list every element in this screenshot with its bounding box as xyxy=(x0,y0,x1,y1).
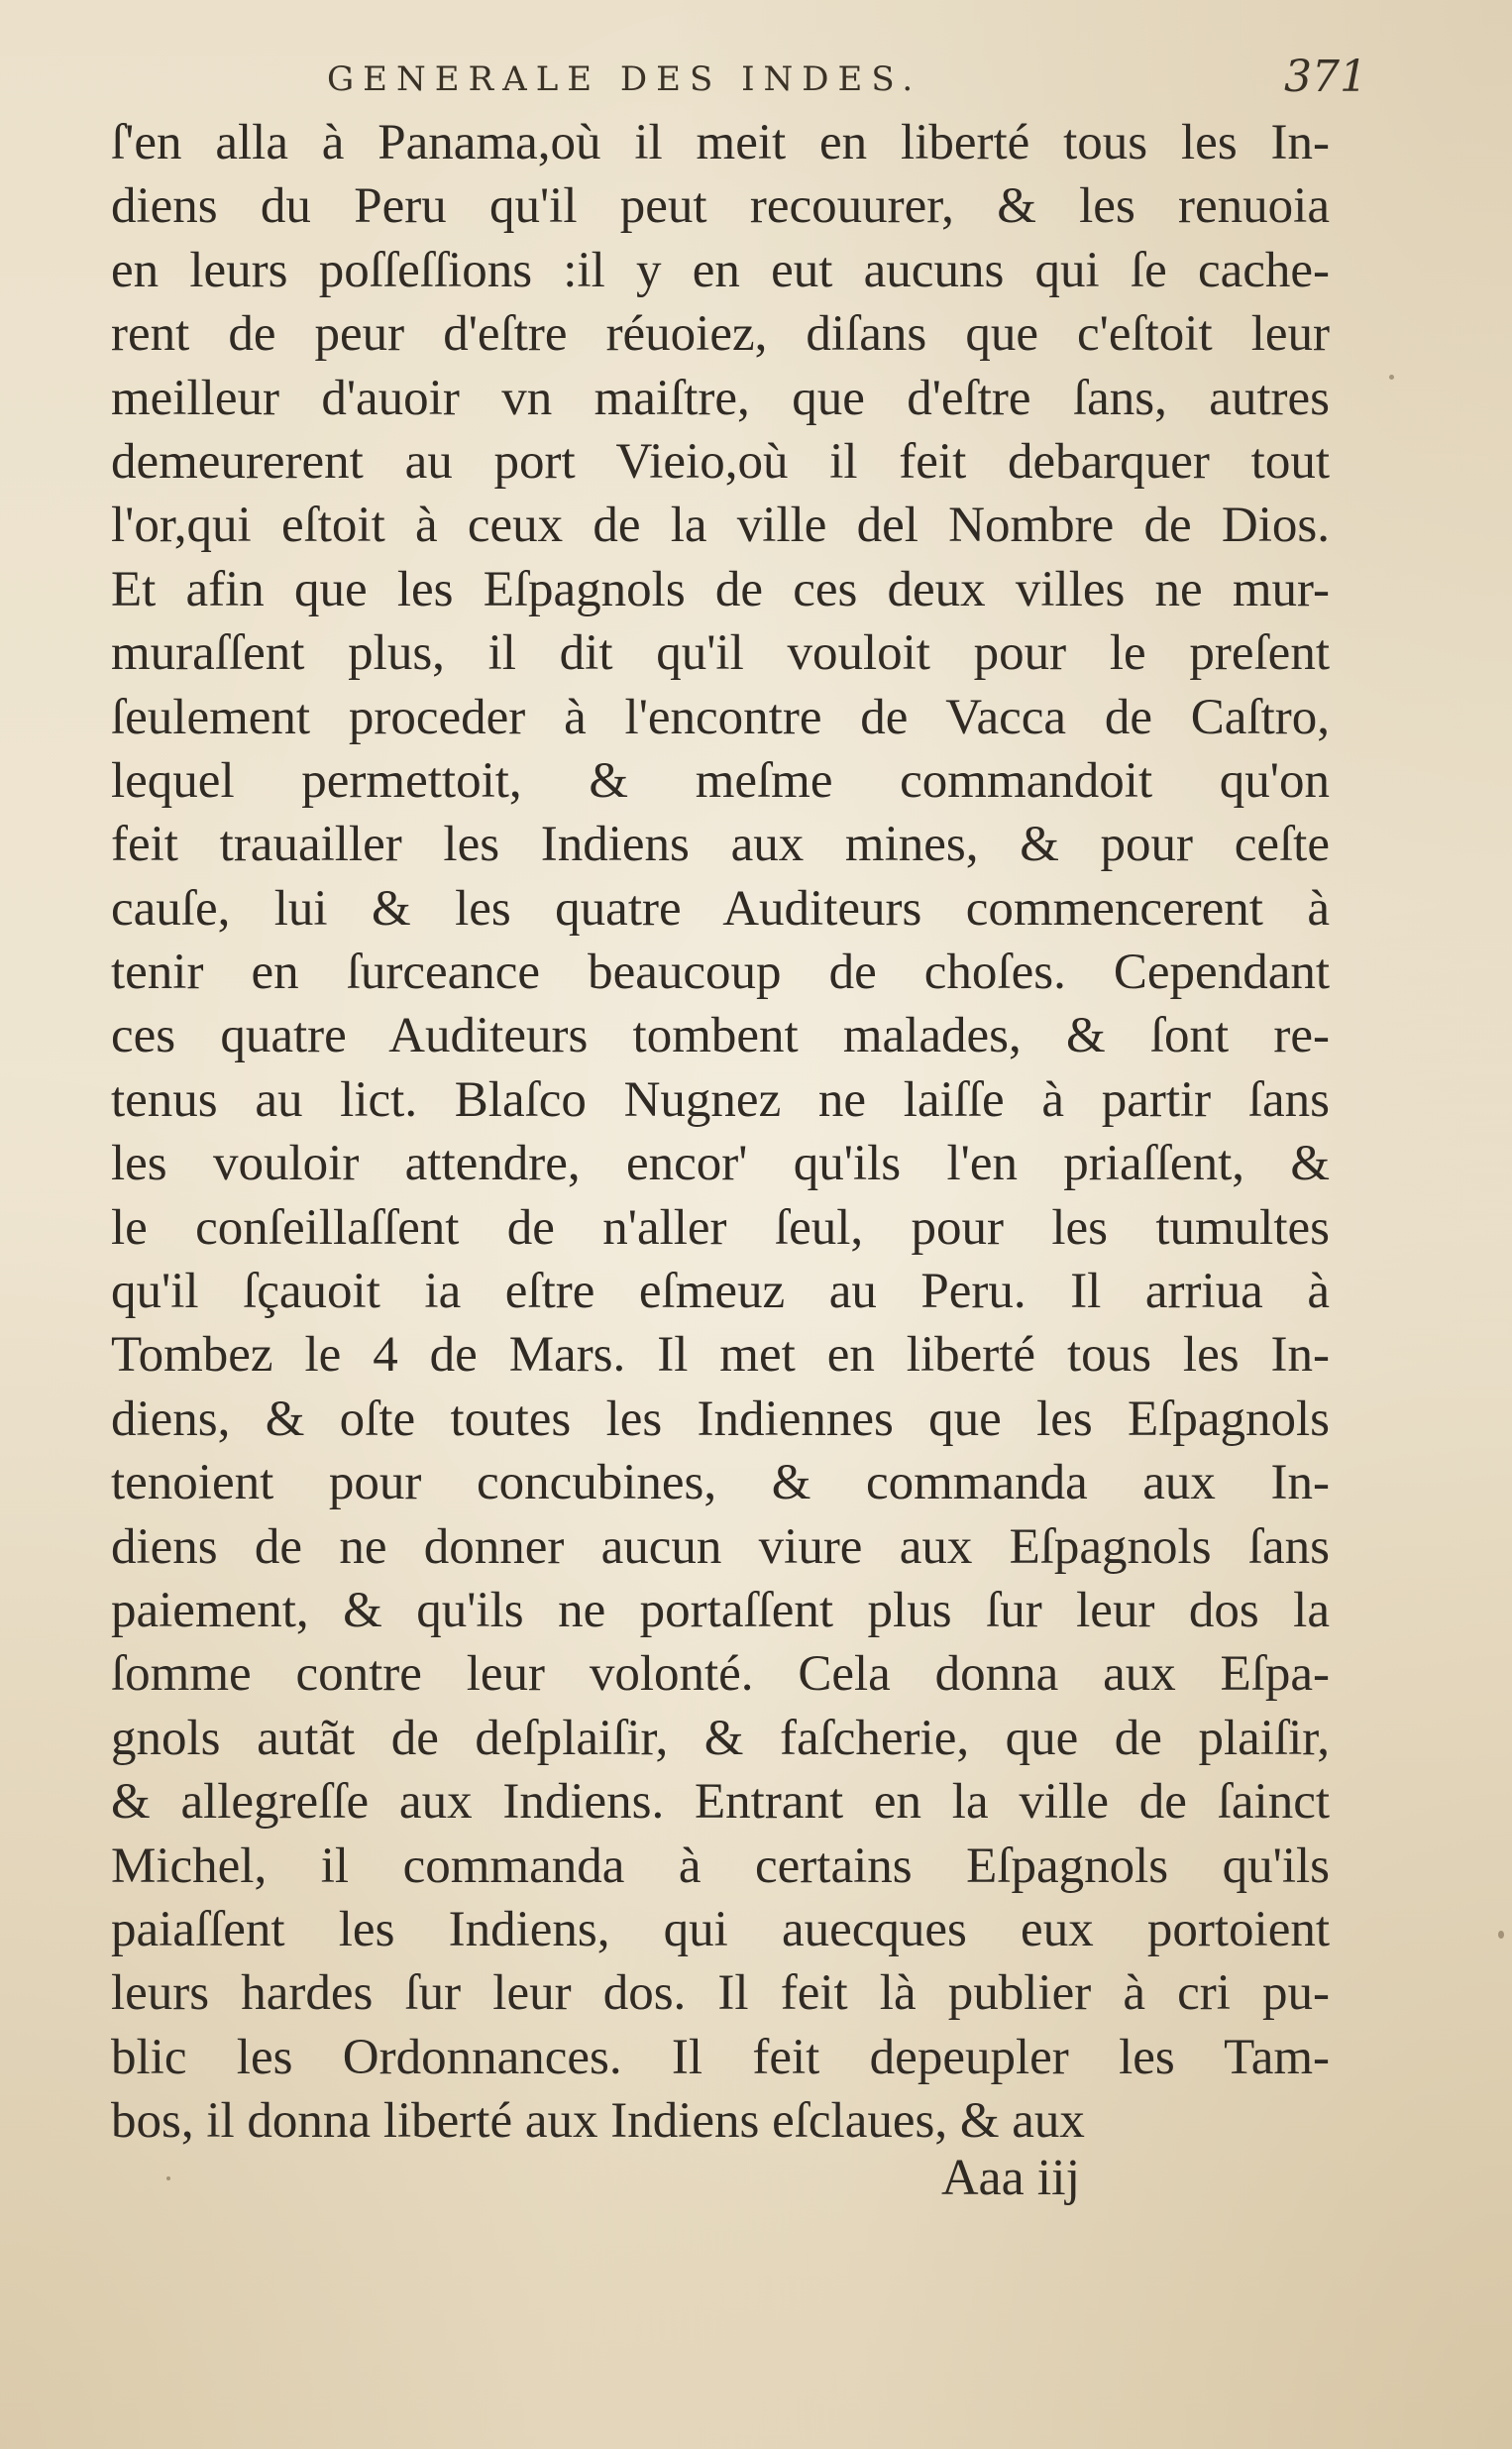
text-line: blic les Ordonnances. Il feit depeupler les Tam- xyxy=(111,2029,1330,2085)
text-line: Et afin que les Eſpagnols de ces deux villes ne mur- xyxy=(111,561,1330,617)
ink-speck xyxy=(1389,375,1394,380)
text-line: ſ'en alla à Panama,où il meit en liberté tous les In- xyxy=(111,115,1330,170)
ink-speck xyxy=(1498,1931,1504,1939)
body-text xyxy=(111,111,1330,2154)
text-line: tenir en ſurceance beaucoup de choſes. Cependant xyxy=(111,945,1330,1001)
text-line: diens de ne donner aucun viure aux Eſpagnols ſans xyxy=(111,1518,1330,1575)
text-line: paiaſſent les Indiens, qui auecques eux portoient xyxy=(111,1901,1330,1957)
page-number: 371 xyxy=(1284,52,1367,102)
running-head xyxy=(327,52,1367,111)
text-line: cauſe, lui & les quatre Auditeurs commencerent à xyxy=(111,880,1330,937)
running-title: GENERALE DES INDES. xyxy=(327,59,922,99)
text-line: qu'il ſçauoit ia eſtre eſmeuz au Peru. Il arriua à xyxy=(111,1264,1330,1320)
text-line: rent de peur d'eſtre réuoiez, diſans que c'eſtoit leur xyxy=(111,306,1330,363)
text-line: feit trauailler les Indiens aux mines, & pour ceſte xyxy=(111,817,1330,873)
text-line: & allegreſſe aux Indiens. Entrant en la ville de ſainct xyxy=(111,1774,1330,1831)
text-line: meilleur d'auoir vn maiſtre, que d'eſtre ſans, autres xyxy=(111,370,1330,426)
text-line: ces quatre Auditeurs tombent malades, & ſont re- xyxy=(111,1008,1330,1064)
text-line: paiement, & qu'ils ne portaſſent plus ſur leur dos la xyxy=(111,1582,1330,1638)
text-line: tenus au lict. Blaſco Nugnez ne laiſſe à partir ſans xyxy=(111,1071,1330,1128)
text-line: les vouloir attendre, encor' qu'ils l'en priaſſent, & xyxy=(111,1136,1330,1192)
signature-mark: Aaa iij xyxy=(941,2150,1081,2206)
text-line: le conſeillaſſent de n'aller ſeul, pour les tumultes xyxy=(111,1199,1330,1256)
text-line: bos, il donna liberté aux Indiens eſclaues, & aux xyxy=(111,2093,1085,2150)
text-line: Michel, il commanda à certains Eſpagnols qu'ils xyxy=(111,1837,1330,1894)
text-line: l'or,qui eſtoit à ceux de la ville del Nombre de Dios. xyxy=(111,498,1330,554)
text-line: tenoient pour concubines, & commanda aux In- xyxy=(111,1455,1330,1511)
ink-speck xyxy=(166,2176,170,2180)
text-line: demeurerent au port Vieio,où il feit debarquer tout xyxy=(111,433,1330,490)
text-line: leurs hardes ſur leur dos. Il feit là publier à cri pu- xyxy=(111,1965,1330,2022)
text-line: diens, & oſte toutes les Indiennes que les Eſpagnols xyxy=(111,1391,1330,1447)
text-line: en leurs poſſeſſions :il y en eut aucuns qui ſe cache- xyxy=(111,242,1330,298)
text-line: ſomme contre leur volonté. Cela donna aux Eſpa- xyxy=(111,1646,1330,1703)
text-line: diens du Peru qu'il peut recouurer, & les renuoia xyxy=(111,178,1330,235)
text-line: lequel permettoit, & meſme commandoit qu'on xyxy=(111,752,1330,809)
text-line: ſeulement proceder à l'encontre de Vacca de Caſtro, xyxy=(111,689,1330,745)
text-line: Tombez le 4 de Mars. Il met en liberté tous les In- xyxy=(111,1327,1330,1384)
text-line: muraſſent plus, il dit qu'il vouloit pour le preſent xyxy=(111,625,1330,682)
text-line: gnols autãt de deſplaiſir, & faſcherie, que de plaiſir, xyxy=(111,1710,1330,1766)
